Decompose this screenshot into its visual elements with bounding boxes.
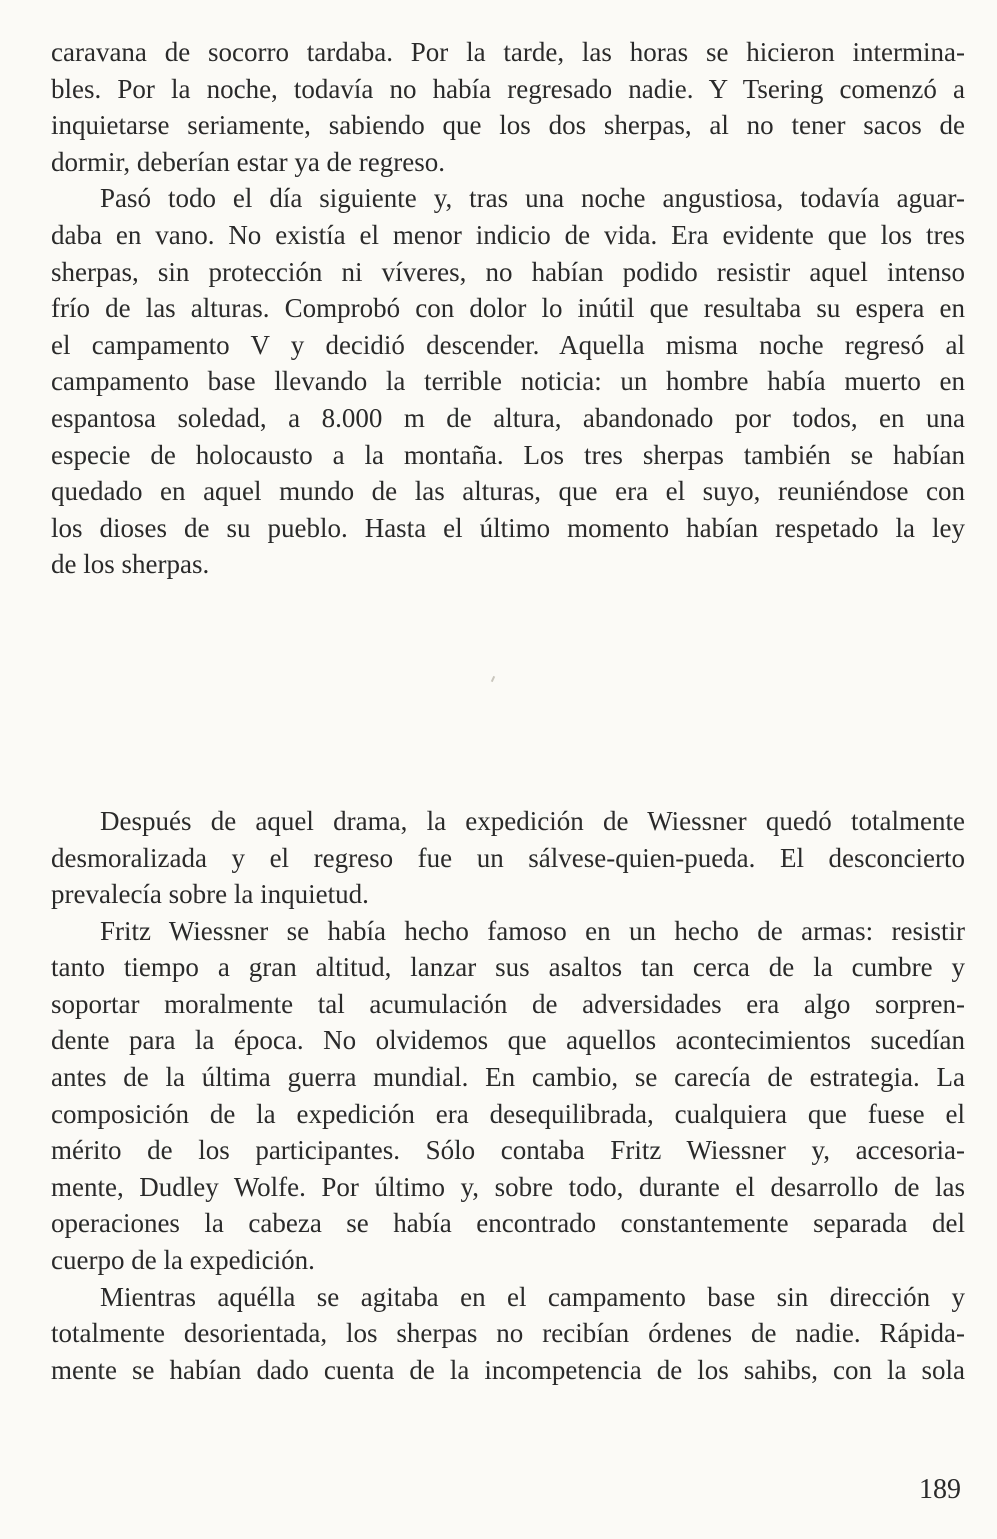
section-break [51,583,965,803]
text-line: prevalecía sobre la inquietud. [51,879,369,910]
text-line: composición de la expedición era desequilibrada, cualquiera que fuese el [51,1098,965,1129]
page-number: 189 [919,1474,961,1505]
paragraph-2-3 [51,1279,965,1389]
text-line: Pasó todo el día siguiente y, tras una noche angustiosa, todavía aguar- [100,183,965,214]
text-line: dente para la época. No olvidemos que aquellos acontecimientos sucedían [51,1025,965,1056]
text-line: cuerpo de la expedición. [51,1245,315,1276]
paragraph-1-2 [51,180,965,583]
text-line: daba en vano. No existía el menor indicio de vida. Era evidente que los tres [51,219,965,250]
text-line: Después de aquel drama, la expedición de Wiessner quedó totalmente [100,805,965,836]
text-line: soportar moralmente tal acumulación de adversidades era algo sorpren- [51,988,965,1019]
text-line: antes de la última guerra mundial. En cambio, se carecía de estrategia. La [51,1062,965,1093]
text-line: Fritz Wiessner se había hecho famoso en un hecho de armas: resistir [100,915,965,946]
text-line: frío de las alturas. Comprobó con dolor lo inútil que resultaba su espera en [51,293,965,324]
section-2 [51,803,965,1389]
text-line: tanto tiempo a gran altitud, lanzar sus asaltos tan cerca de la cumbre y [51,952,965,983]
text-line: operaciones la cabeza se había encontrado constantemente separada del [51,1208,965,1239]
text-line: mérito de los participantes. Sólo contaba Fritz Wiessner y, accesoria- [51,1135,965,1166]
text-line: bles. Por la noche, todavía no había regresado nadie. Y Tsering comenzó a [51,73,965,104]
text-line: caravana de socorro tardaba. Por la tarde, las horas se hicieron intermina- [51,37,965,67]
section-1 [51,34,965,583]
text-line: campamento base llevando la terrible noticia: un hombre había muerto en [51,366,965,397]
text-line: sherpas, sin protección ni víveres, no habían podido resistir aquel intenso [51,256,965,287]
text-line: Mientras aquélla se agitaba en el campamento base sin dirección y [100,1281,965,1312]
text-line: de los sherpas. [51,549,210,580]
text-line: mente, Dudley Wolfe. Por último y, sobre todo, durante el desarrollo de las [51,1171,965,1202]
paragraph-2-1 [51,803,965,913]
text-line: quedado en aquel mundo de las alturas, que era el suyo, reuniéndose con [51,476,965,507]
paragraph-1-1 [51,34,965,180]
page-body [51,34,965,1388]
text-line: dormir, deberían estar ya de regreso. [51,146,445,177]
text-line: especie de holocausto a la montaña. Los tres sherpas también se habían [51,439,965,470]
text-line: totalmente desorientada, los sherpas no recibían órdenes de nadie. Rápida- [51,1318,965,1349]
text-line: espantosa soledad, a 8.000 m de altura, abandonado por todos, en una [51,402,965,433]
text-line: desmoralizada y el regreso fue un sálvese-quien-pueda. El desconcierto [51,842,965,873]
paragraph-2-2 [51,913,965,1279]
text-line: inquietarse seriamente, sabiendo que los dos sherpas, al no tener sacos de [51,110,965,141]
text-line: los dioses de su pueblo. Hasta el último momento habían respetado la ley [51,512,965,543]
text-line: mente se habían dado cuenta de la incompetencia de los sahibs, con la sola [51,1354,965,1385]
text-line: el campamento V y decidió descender. Aquella misma noche regresó al [51,329,965,360]
